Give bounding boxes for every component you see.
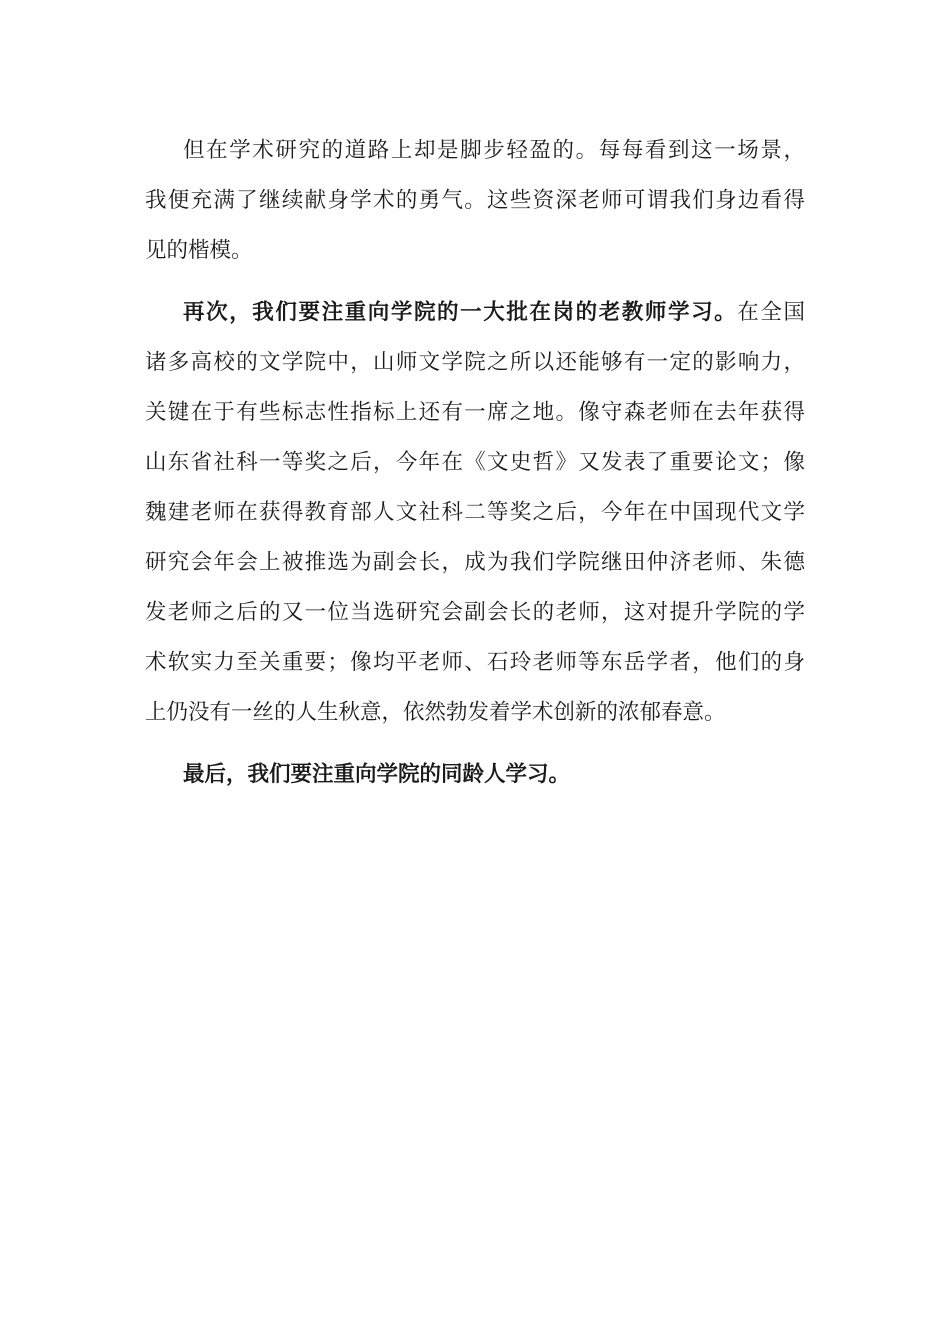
paragraph-2-line-7: 发老师之后的又一位当选研究会副会长的老师，这对提升学院的学 [145,600,805,625]
paragraph-2-line-9: 上仍没有一丝的人生秋意，依然勃发着学术创新的浓郁春意。 [145,700,726,725]
paragraph-2-line-3: 关键在于有些标志性指标上还有一席之地。像守森老师在去年获得 [145,400,805,425]
paragraph-2-line-2: 诸多高校的文学院中，山师文学院之所以还能够有一定的影响力， [145,350,805,375]
paragraph-2-line-5: 魏建老师在获得教育部人文社科二等奖之后，今年在中国现代文学 [145,500,805,525]
paragraph-1-line-2: 我便充满了继续献身学术的勇气。这些资深老师可谓我们身边看得 [145,188,805,213]
paragraph-3-heading: 最后，我们要注重向学院的同龄人学习。 [183,762,571,787]
paragraph-2-line-6: 研究会年会上被推选为副会长，成为我们学院继田仲济老师、朱德 [145,550,805,575]
paragraph-2-line-8: 术软实力至关重要；像均平老师、石玲老师等东岳学者，他们的身 [145,650,805,675]
paragraph-1-line-3: 见的楷模。 [145,238,253,263]
paragraph-2-line-4: 山东省社科一等奖之后，今年在《文史哲》又发表了重要论文；像 [145,450,805,475]
paragraph-1-line-1: 但在学术研究的道路上却是脚步轻盈的。每每看到这一场景， [183,138,805,163]
paragraph-2-line-1-rest: 在全国 [737,300,805,325]
paragraph-2-line-1 [183,298,805,328]
paragraph-2-heading: 再次，我们要注重向学院的一大批在岗的老教师学习。 [183,300,738,325]
